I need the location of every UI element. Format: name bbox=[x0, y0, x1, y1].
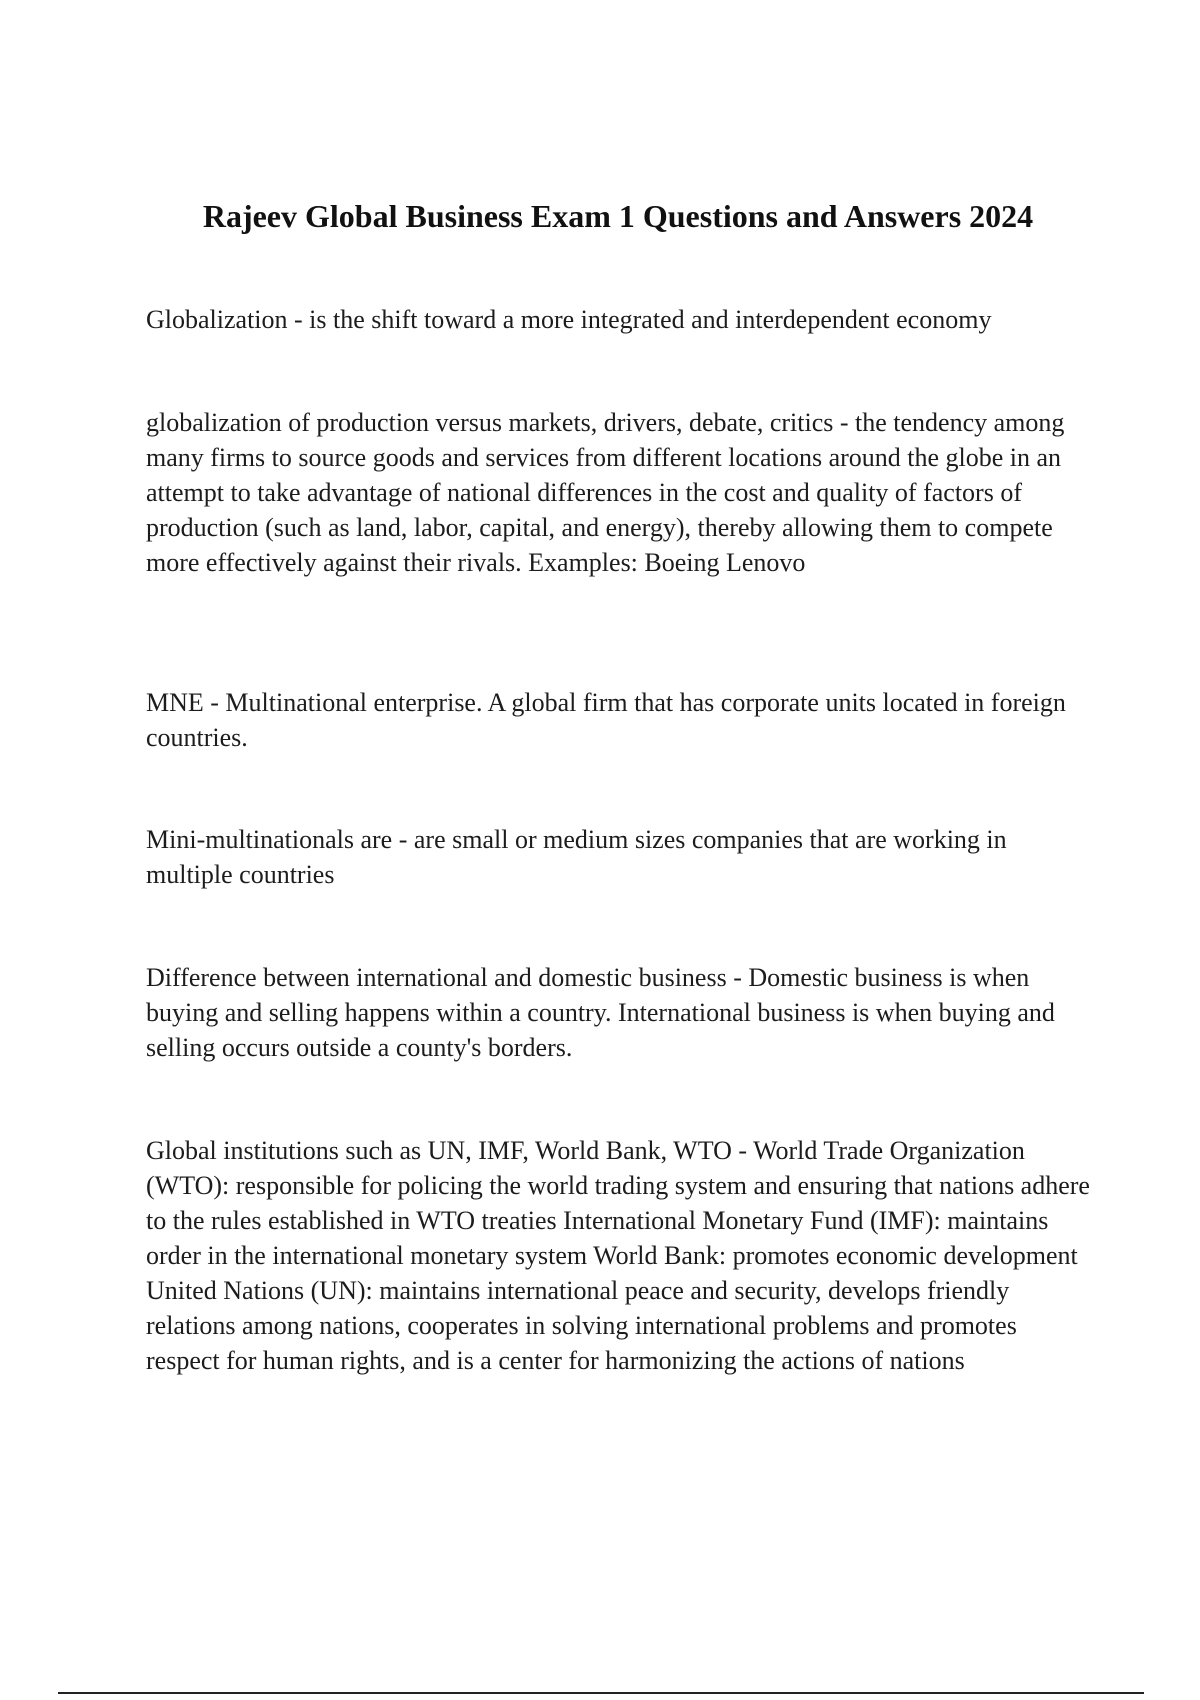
entry-globalization-of-production: globalization of production versus markets, drivers, debate, critics - the tendency among many firms to source goods and services from different locations around the globe in an attempt to take advantage of national differences in the cost and quality of factors of production (such as land, labor, capital, and energy), thereby allowing them to compete more effectively against their rivals. Examples: Boeing Lenovo bbox=[146, 408, 1065, 577]
entry-mne: MNE - Multinational enterprise. A global firm that has corporate units located in foreign countries. bbox=[146, 688, 1066, 752]
document-title: Rajeev Global Business Exam 1 Questions and Answers 2024 bbox=[202, 198, 1034, 234]
page-bottom-rule bbox=[58, 1692, 1144, 1694]
entry-international-vs-domestic: Difference between international and domestic business - Domestic business is when buying and selling happens within a country. International business is when buying and selling occurs outside a county's borders. bbox=[146, 963, 1055, 1062]
entry-globalization: Globalization - is the shift toward a more integrated and interdependent economy bbox=[146, 305, 992, 334]
entry-global-institutions: Global institutions such as UN, IMF, World Bank, WTO - World Trade Organization (WTO): responsible for policing the world trading system and ensuring that nations adhere to the rules established in WTO treaties International Monetary Fund (IMF): maintains order in the international monetary system World Bank: promotes economic development United Nations (UN): maintains international peace and security, develops friendly relations among nations, cooperates in solving international problems and promotes respect for human rights, and is a center for harmonizing the actions of nations bbox=[146, 1136, 1090, 1375]
entry-mini-multinationals: Mini-multinationals are - are small or medium sizes companies that are working in multiple countries bbox=[146, 825, 1007, 889]
